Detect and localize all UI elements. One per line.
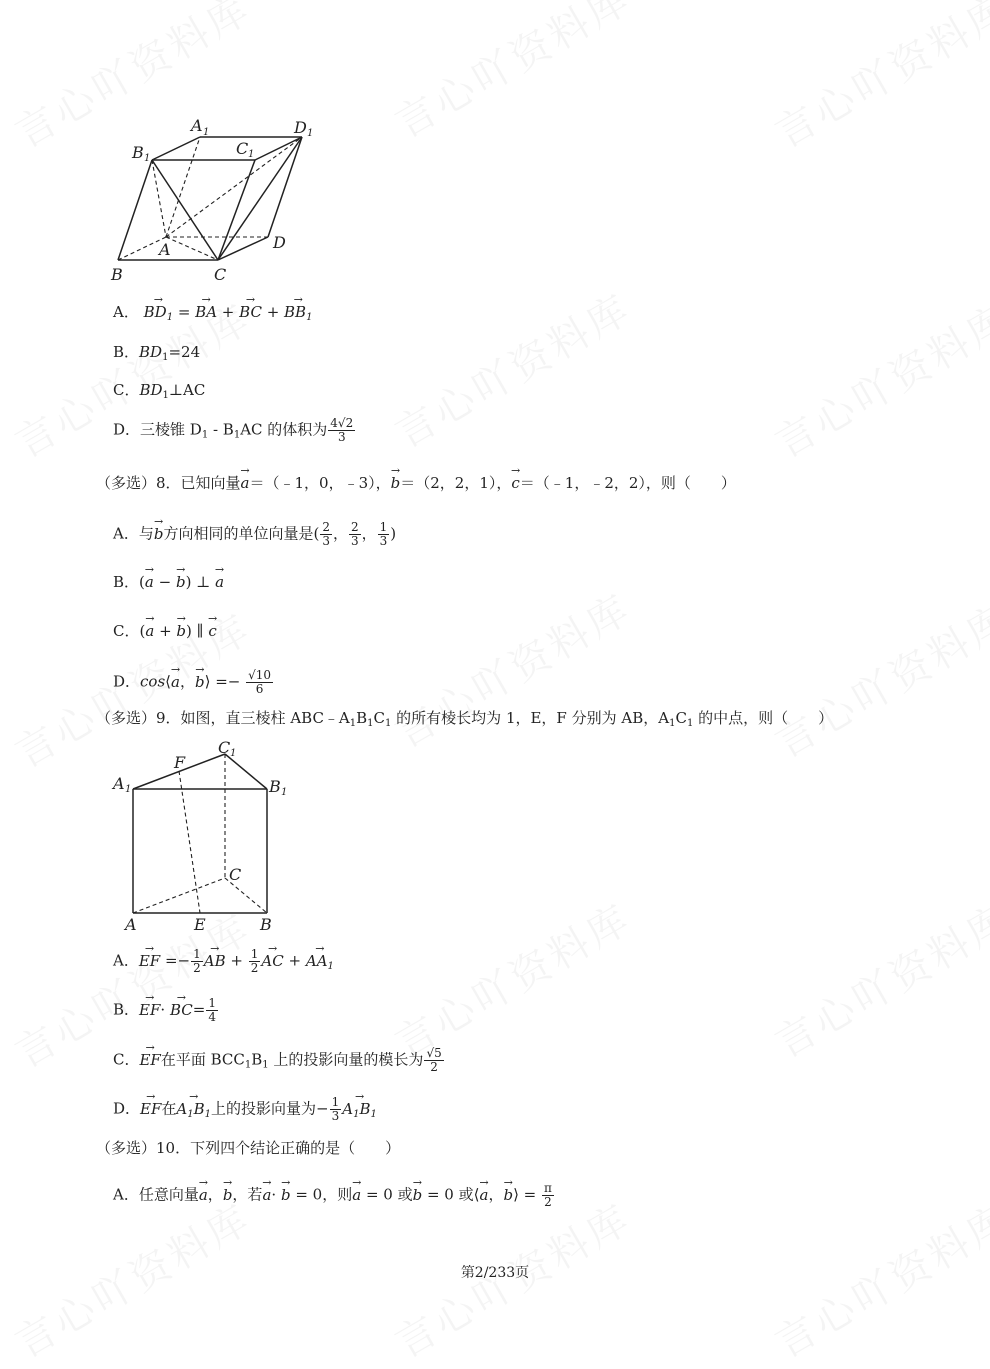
denominator: 2 xyxy=(544,1195,552,1209)
fraction xyxy=(246,669,273,696)
denominator: 2 xyxy=(193,961,201,975)
math-op: =− xyxy=(164,951,191,970)
option-text: ⟩ = xyxy=(513,1185,537,1204)
math-op: · xyxy=(160,1000,166,1019)
fraction xyxy=(249,948,261,975)
fraction xyxy=(328,417,355,444)
q7-option-b: B．$BD_1=24$ xyxy=(113,343,201,363)
numerator: √5 xyxy=(426,1046,442,1060)
vector-ef: → EF xyxy=(139,999,160,1021)
q9-option-c: C．→ EF在平面 $BCC_1B_1$ 上的投影向量的模长为 $\frac{√5}{2}$ xyxy=(113,1047,445,1077)
fraction xyxy=(424,1047,443,1074)
math-op: · xyxy=(271,1185,277,1204)
vector-ef: → EF xyxy=(139,950,160,972)
vector-b: → b xyxy=(176,571,186,593)
vector-bb1: → $BB_1$ xyxy=(284,301,312,329)
option-prefix: B． xyxy=(113,343,140,361)
option-text: =24 xyxy=(168,343,201,361)
label-a: A xyxy=(159,240,171,259)
subscript: 1 xyxy=(144,153,151,164)
denominator: 2 xyxy=(430,1060,438,1074)
watermark xyxy=(383,278,640,459)
question-text: （多选）10．下列四个结论正确的是（ ） xyxy=(96,1139,401,1157)
label-c1: C xyxy=(218,738,231,757)
math-op: + xyxy=(288,951,302,970)
label-d: D xyxy=(273,233,286,252)
vector-a: → a xyxy=(145,571,154,593)
watermark xyxy=(763,888,990,1069)
vector-bd1: → $BD_1$ xyxy=(144,301,173,329)
math-expr: BD xyxy=(139,343,163,361)
option-text: 在 xyxy=(161,1099,177,1118)
option-prefix: A．与 xyxy=(113,524,154,543)
math-op: = xyxy=(192,1000,206,1019)
question-text: C xyxy=(675,709,687,727)
label-a: A xyxy=(125,915,137,934)
label-a1: A xyxy=(191,116,203,135)
numerator: 1 xyxy=(193,947,201,961)
fraction xyxy=(330,1096,342,1123)
q8-option-b: B．(→ a − → b) ⊥ → a xyxy=(113,571,224,593)
option-text: ， xyxy=(207,1185,223,1204)
numerator: 1 xyxy=(250,947,259,961)
label-c1: C xyxy=(236,139,249,158)
triangular-prism-figure xyxy=(105,735,295,935)
denominator: 2 xyxy=(250,961,259,975)
question-text: （多选）9．如图，直三棱柱 ABC﹣A xyxy=(96,709,350,727)
q9-stem: （多选）9．如图，直三棱柱 $ABC﹣A_1B_1C_1$ 的所有棱长均为 1，E，F 分别为 AB，$A_1C_1$ 的中点，则（ ） xyxy=(96,709,834,729)
label-b1: B xyxy=(132,143,144,162)
vector-b: → b xyxy=(223,1184,233,1206)
option-text: ，若 xyxy=(232,1185,263,1204)
vector-ba: → BA xyxy=(195,301,217,323)
denominator: 3 xyxy=(379,534,388,548)
vector-b: → b xyxy=(413,1184,423,1206)
vector-b: → b xyxy=(391,472,401,494)
vector-ab: → AB xyxy=(204,950,226,972)
subscript: 1 xyxy=(281,787,288,798)
vector-b: → b xyxy=(503,1184,513,1206)
vector-ac: → AC xyxy=(261,950,283,972)
label-e: E xyxy=(194,915,206,934)
option-prefix: C． xyxy=(113,1050,140,1069)
label-b: B xyxy=(111,265,123,284)
vector-a: → a xyxy=(171,671,180,693)
option-prefix: A． xyxy=(113,303,139,321)
page-number: 第2/233页 xyxy=(460,1265,530,1281)
option-prefix: B． xyxy=(113,1000,140,1019)
question-text: 的中点，则（ ） xyxy=(693,709,834,727)
denominator: 3 xyxy=(337,430,346,444)
watermark xyxy=(383,888,640,1069)
vector-a: → a xyxy=(199,1184,208,1206)
subscript: 1 xyxy=(230,748,237,759)
denominator: 4 xyxy=(208,1010,216,1024)
question-text: ＝（﹣1，0，﹣3）， xyxy=(249,474,391,492)
vector-bc: → BC xyxy=(170,999,193,1021)
fraction xyxy=(206,997,218,1024)
math-op: + xyxy=(230,951,243,970)
fraction xyxy=(320,521,332,548)
q9-option-a xyxy=(113,948,334,978)
label-b1: B xyxy=(269,777,281,796)
fraction xyxy=(378,521,390,548)
q9-option-b xyxy=(113,997,219,1024)
vector-a: → a xyxy=(241,472,250,494)
vector-aa1: → $AA_1$ xyxy=(306,950,334,978)
option-text: B xyxy=(251,1050,263,1069)
vector-a: → a xyxy=(352,1184,361,1206)
numerator: 1 xyxy=(208,996,216,1010)
option-prefix: D． xyxy=(113,1099,141,1118)
q10-stem xyxy=(96,1137,400,1159)
option-prefix: C． xyxy=(113,381,140,399)
option-text: 三棱锥 D xyxy=(140,420,202,439)
label-d1: D xyxy=(294,118,307,137)
parallelepiped-figure xyxy=(105,110,335,290)
numerator: √10 xyxy=(248,668,272,682)
option-text: = 0 或⟨ xyxy=(422,1185,480,1204)
subscript: 1 xyxy=(203,127,210,138)
vector-b: → b xyxy=(281,1184,291,1206)
option-text: ， xyxy=(488,1185,504,1204)
watermark xyxy=(763,588,990,769)
option-text: 方向相同的单位向量是( xyxy=(163,524,320,543)
vector-ef: → EF xyxy=(139,1049,160,1071)
q9-option-d xyxy=(113,1096,377,1126)
option-text: AC 的体积为 xyxy=(240,420,328,439)
math-expr: BD xyxy=(139,381,163,399)
option-text: ⊥AC xyxy=(168,381,206,399)
option-text: = 0 或 xyxy=(361,1185,413,1204)
label-a1: A xyxy=(113,774,125,793)
label-b: B xyxy=(260,915,272,934)
vector-a1b1: → $A_1B_1$ xyxy=(176,1098,211,1126)
option-text: = 0，则 xyxy=(290,1185,353,1204)
option-prefix: A． xyxy=(113,951,139,970)
subscript: 1 xyxy=(125,784,132,795)
vector-ef: → EF xyxy=(140,1098,161,1120)
option-text: 在平面 BCC xyxy=(160,1050,245,1069)
fraction xyxy=(349,521,361,548)
numerator: 1 xyxy=(331,1095,340,1109)
numerator: 2 xyxy=(350,520,359,534)
q8-option-a: A．与→ b方向相同的单位向量是( $\frac{2}{3}$ ， $\frac{2}{3}$ ， $\frac{1}{3}$ ) xyxy=(113,521,396,548)
numerator: 1 xyxy=(379,520,388,534)
option-text: - B xyxy=(208,420,234,439)
subscript: 1 xyxy=(307,128,314,139)
q8-option-d: D．cos⟨→ a，→ b⟩ =− $\frac{√10}{6}$ xyxy=(113,669,274,696)
question-text: B xyxy=(356,709,368,727)
q8-stem xyxy=(96,472,736,494)
vector-a: → a xyxy=(145,620,154,642)
fraction xyxy=(191,948,203,975)
q7-option-d: D．三棱锥 $D_1 - B_1AC$ 的体积为 $\frac{4√2}{3}$ xyxy=(113,416,354,444)
subscript: 1 xyxy=(248,149,255,160)
vector-b: → b xyxy=(195,671,205,693)
vector-b: → b xyxy=(176,620,186,642)
question-text: ＝（﹣1，﹣2，2），则（ ） xyxy=(519,474,736,492)
question-text: （多选）8．已知向量 xyxy=(96,474,241,492)
vector-a: → a xyxy=(215,571,224,593)
option-prefix: C． xyxy=(113,622,140,640)
label-c: C xyxy=(214,265,227,284)
vector-a1b1: → $A_1B_1$ xyxy=(342,1098,377,1126)
watermark xyxy=(763,288,990,469)
vector-b: → b xyxy=(154,523,164,545)
vector-a: → a xyxy=(262,1184,271,1206)
option-text: 上的投影向量的模长为 xyxy=(268,1050,424,1069)
q8-option-c: C．(→ a + → b) ∥ → c xyxy=(113,620,217,642)
label-f: F xyxy=(174,753,186,772)
vector-bc: → BC xyxy=(239,301,262,323)
q7-option-a: A． → $BD_1$ = → BA + → BC + → $BB_1$ xyxy=(113,301,312,329)
vector-c: → c xyxy=(208,620,216,642)
option-prefix: D． xyxy=(113,420,141,439)
denominator: 3 xyxy=(331,1109,340,1123)
q10-option-a xyxy=(113,1182,555,1209)
numerator: 4√2 xyxy=(330,416,354,430)
watermark xyxy=(763,0,990,159)
numerator: π xyxy=(544,1181,552,1195)
question-text: 的所有棱长均为 1，E，F 分别为 AB，A xyxy=(391,709,670,727)
option-prefix: B． xyxy=(113,573,140,591)
vector-c: → c xyxy=(511,472,519,494)
option-prefix: A．任意向量 xyxy=(113,1185,199,1204)
label-c: C xyxy=(229,865,242,884)
option-text: 上的投影向量为− xyxy=(211,1099,329,1118)
numerator: 2 xyxy=(322,520,330,534)
math-expr: cos xyxy=(140,672,166,691)
denominator: 3 xyxy=(350,534,359,548)
denominator: 6 xyxy=(255,682,264,696)
denominator: 3 xyxy=(322,534,330,548)
question-text: ＝（2，2，1）， xyxy=(400,474,512,492)
vector-a: → a xyxy=(479,1184,488,1206)
watermark xyxy=(383,0,640,149)
option-prefix: D． xyxy=(113,672,141,691)
fraction xyxy=(542,1182,554,1209)
question-text: C xyxy=(373,709,386,727)
option-text: ) xyxy=(390,524,397,543)
q7-option-c: C．$BD_1\perp AC$ xyxy=(113,381,206,401)
